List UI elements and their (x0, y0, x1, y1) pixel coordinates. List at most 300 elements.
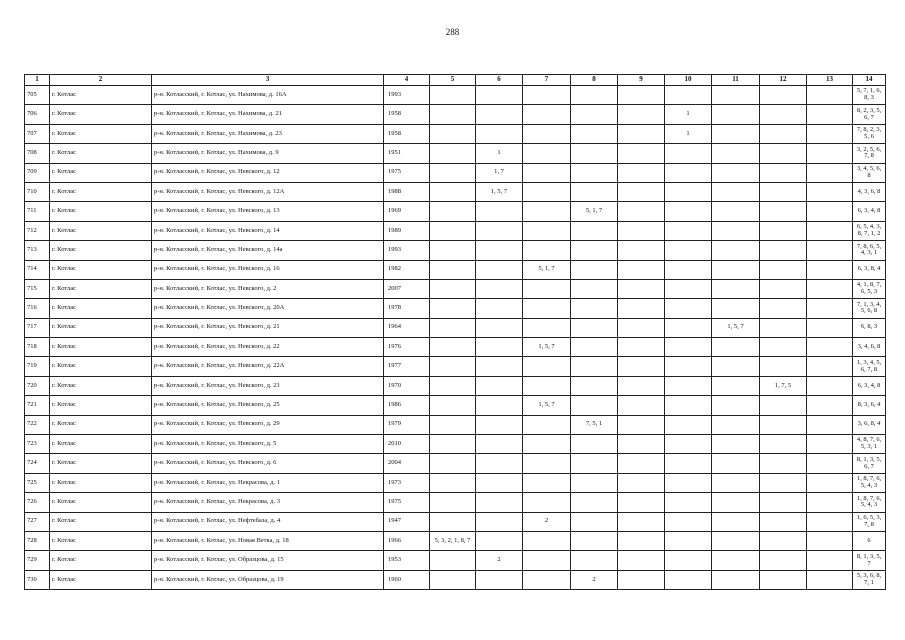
table-cell-col-9 (618, 435, 665, 454)
table-cell-col-2: г. Котлас (50, 202, 152, 221)
table-cell-col-12 (760, 512, 807, 531)
table-cell-col-9 (618, 338, 665, 357)
table-cell-col-5 (430, 124, 476, 143)
table-cell-col-6 (476, 376, 523, 395)
table-cell-col-14: 1, 6, 5, 3, 7, 8 (853, 512, 886, 531)
table-cell-col-5 (430, 396, 476, 415)
table-cell-col-9 (618, 357, 665, 376)
table-cell-col-14: 7, 8, 2, 3, 5, 6 (853, 124, 886, 143)
table-cell-col-5 (430, 435, 476, 454)
table-cell-col-12 (760, 163, 807, 182)
table-cell-col-7: 1, 5, 7 (523, 338, 571, 357)
table-cell-col-5 (430, 338, 476, 357)
table-row (25, 202, 886, 221)
table-cell-col-8 (571, 338, 618, 357)
table-cell-col-6 (476, 357, 523, 376)
table-cell-col-10 (665, 357, 712, 376)
table-cell-col-12 (760, 182, 807, 201)
table-cell-col-13 (807, 299, 853, 318)
table-cell-col-11 (712, 551, 760, 570)
table-cell-col-2: г. Котлас (50, 376, 152, 395)
table-cell-col-14: 8, 1, 3, 5, 7 (853, 551, 886, 570)
table-cell-col-12 (760, 357, 807, 376)
table-cell-col-9 (618, 570, 665, 589)
table-cell-col-9 (618, 376, 665, 395)
table-cell-col-6: 1, 7 (476, 163, 523, 182)
table-cell-col-5 (430, 279, 476, 298)
table-cell-col-2: г. Котлас (50, 493, 152, 512)
table-cell-col-2: г. Котлас (50, 318, 152, 337)
table-cell-col-13 (807, 570, 853, 589)
table-cell-col-14: 3, 6, 8, 4 (853, 415, 886, 434)
table-cell-col-8: 5, 1, 7 (571, 202, 618, 221)
table-cell-col-1: 726 (25, 493, 50, 512)
table-cell-col-11 (712, 202, 760, 221)
table-cell-col-2: г. Котлас (50, 454, 152, 473)
table-cell-col-7 (523, 182, 571, 201)
table-cell-col-1: 707 (25, 124, 50, 143)
table-cell-col-4: 1977 (384, 357, 430, 376)
table-cell-col-13 (807, 454, 853, 473)
table-cell-col-12: 1, 7, 5 (760, 376, 807, 395)
table-cell-col-13 (807, 144, 853, 163)
table-cell-col-2: г. Котлас (50, 551, 152, 570)
table-cell-col-10 (665, 454, 712, 473)
table-cell-col-1: 708 (25, 144, 50, 163)
table-cell-col-9 (618, 473, 665, 492)
table-cell-col-8 (571, 86, 618, 105)
table-cell-col-2: г. Котлас (50, 105, 152, 124)
table-cell-col-10 (665, 163, 712, 182)
table-cell-col-2: г. Котлас (50, 124, 152, 143)
table-cell-col-3: р-н. Котласский, г. Котлас, ул. Нахимова, д. 9 (152, 144, 384, 163)
table-cell-col-4: 1976 (384, 338, 430, 357)
table-cell-col-13 (807, 357, 853, 376)
table-cell-col-3: р-н. Котласский, г. Котлас, ул. Невского, д. 14а (152, 241, 384, 260)
table-cell-col-14: 1, 8, 7, 6, 5, 4, 3 (853, 473, 886, 492)
table-cell-col-4: 1958 (384, 105, 430, 124)
table-cell-col-9 (618, 551, 665, 570)
table-cell-col-5 (430, 376, 476, 395)
table-cell-col-7 (523, 144, 571, 163)
table-row (25, 318, 886, 337)
table-cell-col-7 (523, 493, 571, 512)
table-cell-col-9 (618, 182, 665, 201)
table-cell-col-6 (476, 338, 523, 357)
table-cell-col-6 (476, 570, 523, 589)
table-cell-col-1: 706 (25, 105, 50, 124)
table-cell-col-8 (571, 299, 618, 318)
table-cell-col-7 (523, 202, 571, 221)
column-header-5: 5 (430, 75, 476, 86)
table-cell-col-3: р-н. Котласский, г. Котлас, ул. Нахимова, д. 16А (152, 86, 384, 105)
table-cell-col-2: г. Котлас (50, 279, 152, 298)
table-row (25, 144, 886, 163)
table-cell-col-1: 717 (25, 318, 50, 337)
table-cell-col-4: 1993 (384, 86, 430, 105)
table-cell-col-9 (618, 493, 665, 512)
table-cell-col-4: 1988 (384, 182, 430, 201)
table-cell-col-6 (476, 279, 523, 298)
table-cell-col-7 (523, 163, 571, 182)
table-cell-col-3: р-н. Котласский, г. Котлас, ул. Невского, д. 20А (152, 299, 384, 318)
table-row (25, 493, 886, 512)
table-cell-col-10 (665, 202, 712, 221)
table-cell-col-5 (430, 105, 476, 124)
column-header-14: 14 (853, 75, 886, 86)
table-cell-col-8 (571, 551, 618, 570)
table-cell-col-7 (523, 86, 571, 105)
table-cell-col-3: р-н. Котласский, г. Котлас, ул. Некрасова, д. 1 (152, 473, 384, 492)
table-cell-col-9 (618, 202, 665, 221)
table-cell-col-10 (665, 570, 712, 589)
table-cell-col-13 (807, 435, 853, 454)
table-cell-col-1: 724 (25, 454, 50, 473)
table-cell-col-10: 1 (665, 105, 712, 124)
table-cell-col-1: 709 (25, 163, 50, 182)
table-cell-col-12 (760, 299, 807, 318)
table-cell-col-12 (760, 493, 807, 512)
table-row (25, 124, 886, 143)
table-cell-col-10 (665, 512, 712, 531)
table-cell-col-8 (571, 512, 618, 531)
table-cell-col-7 (523, 570, 571, 589)
table-cell-col-13 (807, 202, 853, 221)
table-cell-col-10 (665, 299, 712, 318)
table-cell-col-12 (760, 241, 807, 260)
column-header-12: 12 (760, 75, 807, 86)
table-cell-col-8 (571, 396, 618, 415)
table-cell-col-3: р-н. Котласский, г. Котлас, ул. Новая Ветка, д. 18 (152, 531, 384, 550)
table-cell-col-5 (430, 415, 476, 434)
table-cell-col-12 (760, 105, 807, 124)
table-cell-col-11 (712, 299, 760, 318)
table-cell-col-12 (760, 260, 807, 279)
table-row (25, 376, 886, 395)
table-cell-col-1: 727 (25, 512, 50, 531)
table-cell-col-12 (760, 279, 807, 298)
table-cell-col-6 (476, 531, 523, 550)
table-cell-col-13 (807, 493, 853, 512)
table-row (25, 221, 886, 240)
table-cell-col-14: 6, 8, 3 (853, 318, 886, 337)
table-cell-col-9 (618, 318, 665, 337)
table-cell-col-5 (430, 454, 476, 473)
table-cell-col-1: 711 (25, 202, 50, 221)
table-cell-col-8 (571, 260, 618, 279)
table-cell-col-8 (571, 318, 618, 337)
table-cell-col-11 (712, 105, 760, 124)
column-header-6: 6 (476, 75, 523, 86)
table-row (25, 241, 886, 260)
table-cell-col-1: 730 (25, 570, 50, 589)
table-cell-col-1: 719 (25, 357, 50, 376)
table-cell-col-14: 5, 3, 6, 8, 7, 1 (853, 570, 886, 589)
table-cell-col-4: 2007 (384, 279, 430, 298)
table-cell-col-4: 1960 (384, 570, 430, 589)
table-cell-col-6 (476, 454, 523, 473)
table-cell-col-13 (807, 376, 853, 395)
table-cell-col-2: г. Котлас (50, 241, 152, 260)
table-cell-col-11 (712, 221, 760, 240)
table-row (25, 512, 886, 531)
table-cell-col-9 (618, 531, 665, 550)
table-cell-col-5 (430, 163, 476, 182)
table-cell-col-12 (760, 144, 807, 163)
table-cell-col-4: 1975 (384, 493, 430, 512)
table-cell-col-4: 1966 (384, 531, 430, 550)
table-cell-col-4: 1993 (384, 241, 430, 260)
table-cell-col-10 (665, 531, 712, 550)
table-cell-col-14: 6, 3, 4, 8 (853, 376, 886, 395)
table-cell-col-5 (430, 202, 476, 221)
table-row (25, 279, 886, 298)
table-cell-col-12 (760, 86, 807, 105)
table-row (25, 105, 886, 124)
table-cell-col-2: г. Котлас (50, 299, 152, 318)
table-cell-col-2: г. Котлас (50, 512, 152, 531)
table-cell-col-11 (712, 338, 760, 357)
table-cell-col-7 (523, 279, 571, 298)
table-cell-col-2: г. Котлас (50, 86, 152, 105)
table-cell-col-11 (712, 473, 760, 492)
registry-table (24, 74, 886, 590)
table-cell-col-10 (665, 551, 712, 570)
table-cell-col-10 (665, 241, 712, 260)
table-cell-col-3: р-н. Котласский, г. Котлас, ул. Нефтебаза, д. 4 (152, 512, 384, 531)
table-cell-col-5 (430, 221, 476, 240)
table-cell-col-11 (712, 570, 760, 589)
table-cell-col-14: 3, 4, 6, 8 (853, 338, 886, 357)
table-cell-col-8: 2 (571, 570, 618, 589)
table-cell-col-7 (523, 221, 571, 240)
table-row (25, 531, 886, 550)
column-header-9: 9 (618, 75, 665, 86)
table-cell-col-1: 728 (25, 531, 50, 550)
table-cell-col-4: 1989 (384, 221, 430, 240)
table-cell-col-6 (476, 105, 523, 124)
table-cell-col-10 (665, 182, 712, 201)
table-cell-col-3: р-н. Котласский, г. Котлас, ул. Невского, д. 12 (152, 163, 384, 182)
table-row (25, 551, 886, 570)
table-cell-col-7 (523, 531, 571, 550)
table-cell-col-1: 712 (25, 221, 50, 240)
table-cell-col-9 (618, 163, 665, 182)
table-cell-col-9 (618, 279, 665, 298)
table-cell-col-2: г. Котлас (50, 435, 152, 454)
table-cell-col-11 (712, 260, 760, 279)
table-cell-col-4: 2010 (384, 435, 430, 454)
table-cell-col-8 (571, 241, 618, 260)
table-cell-col-11 (712, 435, 760, 454)
table-cell-col-12 (760, 570, 807, 589)
table-cell-col-6 (476, 241, 523, 260)
table-cell-col-6 (476, 260, 523, 279)
table-cell-col-5 (430, 473, 476, 492)
table-cell-col-10 (665, 221, 712, 240)
table-cell-col-13 (807, 260, 853, 279)
table-cell-col-12 (760, 396, 807, 415)
table-cell-col-6 (476, 221, 523, 240)
table-cell-col-9 (618, 415, 665, 434)
table-cell-col-3: р-н. Котласский, г. Котлас, ул. Невского, д. 22 (152, 338, 384, 357)
table-cell-col-8 (571, 435, 618, 454)
table-cell-col-8 (571, 376, 618, 395)
table-cell-col-4: 1969 (384, 202, 430, 221)
table-cell-col-7: 5, 1, 7 (523, 260, 571, 279)
table-cell-col-13 (807, 279, 853, 298)
table-cell-col-13 (807, 415, 853, 434)
table-cell-col-3: р-н. Котласский, г. Котлас, ул. Некрасова, д. 3 (152, 493, 384, 512)
table-cell-col-9 (618, 86, 665, 105)
table-cell-col-12 (760, 221, 807, 240)
column-header-3: 3 (152, 75, 384, 86)
table-cell-col-13 (807, 338, 853, 357)
column-header-4: 4 (384, 75, 430, 86)
table-cell-col-11 (712, 144, 760, 163)
table-cell-col-7 (523, 105, 571, 124)
table-header (25, 75, 886, 86)
table-cell-col-14: 7, 1, 3, 4, 5, 6, 8 (853, 299, 886, 318)
table-cell-col-10 (665, 376, 712, 395)
table-cell-col-9 (618, 241, 665, 260)
table-cell-col-4: 1979 (384, 415, 430, 434)
table-cell-col-14: 8, 1, 3, 5, 6, 7 (853, 454, 886, 473)
table-cell-col-13 (807, 221, 853, 240)
table-cell-col-13 (807, 318, 853, 337)
table-cell-col-14: 7, 8, 6, 5, 4, 3, 1 (853, 241, 886, 260)
table-cell-col-5 (430, 241, 476, 260)
table-row (25, 473, 886, 492)
table-row (25, 338, 886, 357)
table-cell-col-5 (430, 299, 476, 318)
table-cell-col-7 (523, 415, 571, 434)
table-cell-col-2: г. Котлас (50, 182, 152, 201)
table-cell-col-13 (807, 105, 853, 124)
header-row (25, 75, 886, 86)
table-cell-col-2: г. Котлас (50, 163, 152, 182)
table-cell-col-12 (760, 415, 807, 434)
table-cell-col-5 (430, 182, 476, 201)
table-cell-col-3: р-н. Котласский, г. Котлас, ул. Нахимова, д. 21 (152, 105, 384, 124)
table-cell-col-11 (712, 396, 760, 415)
table-cell-col-14: 4, 3, 6, 8 (853, 182, 886, 201)
table-cell-col-9 (618, 221, 665, 240)
table-cell-col-6 (476, 512, 523, 531)
table-cell-col-7 (523, 454, 571, 473)
table-cell-col-3: р-н. Котласский, г. Котлас, ул. Невского, д. 29 (152, 415, 384, 434)
table-cell-col-9 (618, 105, 665, 124)
table-row (25, 570, 886, 589)
table-cell-col-10 (665, 86, 712, 105)
table-cell-col-13 (807, 86, 853, 105)
table-cell-col-10 (665, 144, 712, 163)
table-cell-col-5 (430, 493, 476, 512)
table-cell-col-6 (476, 318, 523, 337)
table-cell-col-10 (665, 415, 712, 434)
table-cell-col-12 (760, 531, 807, 550)
table-cell-col-3: р-н. Котласский, г. Котлас, ул. Невского, д. 16 (152, 260, 384, 279)
table-cell-col-4: 1986 (384, 396, 430, 415)
table-cell-col-3: р-н. Котласский, г. Котлас, ул. Невского, д. 21 (152, 318, 384, 337)
table-cell-col-6 (476, 202, 523, 221)
table-cell-col-4: 1947 (384, 512, 430, 531)
column-header-2: 2 (50, 75, 152, 86)
table-cell-col-4: 1975 (384, 163, 430, 182)
table-cell-col-11 (712, 124, 760, 143)
table-cell-col-11 (712, 163, 760, 182)
column-header-10: 10 (665, 75, 712, 86)
table-cell-col-4: 1964 (384, 318, 430, 337)
table-cell-col-9 (618, 299, 665, 318)
table-cell-col-4: 1970 (384, 376, 430, 395)
table-cell-col-10: 1 (665, 124, 712, 143)
table-cell-col-5 (430, 512, 476, 531)
column-header-1: 1 (25, 75, 50, 86)
table-cell-col-12 (760, 124, 807, 143)
table-cell-col-1: 715 (25, 279, 50, 298)
table-cell-col-11 (712, 454, 760, 473)
table-cell-col-13 (807, 531, 853, 550)
table-cell-col-1: 729 (25, 551, 50, 570)
table-cell-col-11 (712, 531, 760, 550)
table-body (25, 86, 886, 590)
table-cell-col-10 (665, 473, 712, 492)
table-cell-col-1: 716 (25, 299, 50, 318)
table-cell-col-1: 722 (25, 415, 50, 434)
table-cell-col-8 (571, 357, 618, 376)
table-cell-col-4: 1958 (384, 124, 430, 143)
table-row (25, 435, 886, 454)
table-cell-col-7 (523, 299, 571, 318)
table-cell-col-3: р-н. Котласский, г. Котлас, ул. Невского, д. 14 (152, 221, 384, 240)
table-cell-col-9 (618, 144, 665, 163)
table-cell-col-13 (807, 163, 853, 182)
table-cell-col-11 (712, 357, 760, 376)
table-cell-col-10 (665, 493, 712, 512)
table-cell-col-11 (712, 279, 760, 298)
table-cell-col-13 (807, 182, 853, 201)
table-cell-col-12 (760, 473, 807, 492)
table-cell-col-7: 1, 5, 7 (523, 396, 571, 415)
table-cell-col-8 (571, 182, 618, 201)
table-cell-col-8 (571, 221, 618, 240)
table-cell-col-7 (523, 376, 571, 395)
table-cell-col-14: 1, 8, 7, 6, 5, 4, 3 (853, 493, 886, 512)
table-cell-col-14: 6 (853, 531, 886, 550)
table-cell-col-1: 721 (25, 396, 50, 415)
table-cell-col-3: р-н. Котласский, г. Котлас, ул. Нахимова, д. 23 (152, 124, 384, 143)
table-cell-col-6 (476, 86, 523, 105)
column-header-8: 8 (571, 75, 618, 86)
table-cell-col-14: 3, 2, 5, 6, 7, 8 (853, 144, 886, 163)
table-cell-col-8 (571, 124, 618, 143)
table-cell-col-8 (571, 105, 618, 124)
table-cell-col-4: 1982 (384, 260, 430, 279)
table-cell-col-6 (476, 415, 523, 434)
table-cell-col-6 (476, 299, 523, 318)
table-cell-col-1: 710 (25, 182, 50, 201)
page-number: 288 (445, 27, 460, 37)
table-cell-col-2: г. Котлас (50, 338, 152, 357)
table-cell-col-12 (760, 551, 807, 570)
table-cell-col-14: 3, 4, 5, 6, 8 (853, 163, 886, 182)
table-cell-col-14: 1, 3, 4, 5, 6, 7, 8 (853, 357, 886, 376)
table-cell-col-2: г. Котлас (50, 570, 152, 589)
table-cell-col-3: р-н. Котласский, г. Котлас, ул. Невского, д. 23 (152, 376, 384, 395)
table-cell-col-5 (430, 551, 476, 570)
table-cell-col-7 (523, 318, 571, 337)
